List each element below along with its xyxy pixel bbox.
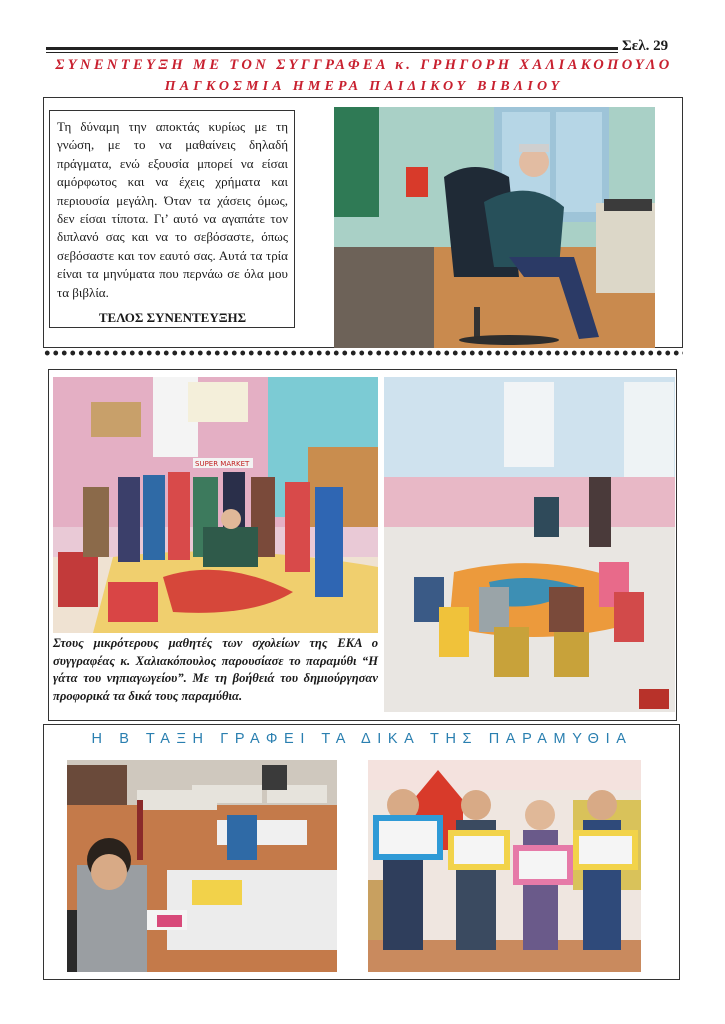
dotted-separator xyxy=(43,349,683,357)
kindergarten-caption: Στους μικρότερους μαθητές των σχολείων της ΕΚΑ ο συγγραφέας κ. Χαλιακόπουλος παρουσίασε το παραμύθι “Η γάτα του νηπιαγωγείου”. Με τη βοήθειά του δημιούργησαν προφορικά τα δικά τους παραμύθια. xyxy=(53,636,378,703)
page-number: Σελ. 29 xyxy=(622,38,669,54)
interview-text: Τη δύναμη την αποκτάς κυρίως με τη γνώση, με το να μαθαίνεις δηλαδή πράγματα, ενώ εξουσία μπορεί να είσαι αμόρφωτος και να έχεις χρήματα και περιουσία μεγάλη. Όταν τα χάσεις όμως, δεν είσαι τίποτα. Γι’ αυτό να αγαπάτε τον διπλανό σας και να το σεβόσαστε, όπως σεβόσαστε και τον εαυτό σας. Αυτά τα τρία είναι τα μηνύματα που περνάω σε όλα μου τα βιβλία. xyxy=(57,119,288,300)
interview-text-box xyxy=(49,110,295,328)
kids-holding-stories-photo xyxy=(368,760,641,972)
second-grade-title: Η Β ΤΑΞΗ ΓΡΑΦΕΙ ΤΑ ΔΙΚΑ ΤΗΣ ΠΑΡΑΜΥΘΙΑ xyxy=(91,731,633,747)
interview-end-title: ΤΕΛΟΣ ΣΥΝΕΝΤΕΥΞΗΣ xyxy=(98,310,247,326)
super-market-sign: SUPER MARKET xyxy=(195,460,250,468)
children-circle-photo xyxy=(384,377,675,712)
header-rule-thin xyxy=(46,52,618,53)
boy-drawing-photo xyxy=(67,760,337,972)
page-title-book-day: ΠΑΓΚΟΣΜΙΑ ΗΜΕΡΑ ΠΑΙΔΙΚΟΥ ΒΙΒΛΙΟΥ xyxy=(164,79,564,94)
author-portrait-photo xyxy=(334,107,655,348)
children-standing-photo xyxy=(53,377,378,633)
page-title-interview: ΣΥΝΕΝΤΕΥΞΗ ΜΕ ΤΟΝ ΣΥΓΓΡΑΦΕΑ κ. ΓΡΗΓΟΡΗ ΧΑΛΙΑΚΟΠΟΥΛΟ xyxy=(55,57,673,73)
header-rule-thick xyxy=(46,47,618,50)
